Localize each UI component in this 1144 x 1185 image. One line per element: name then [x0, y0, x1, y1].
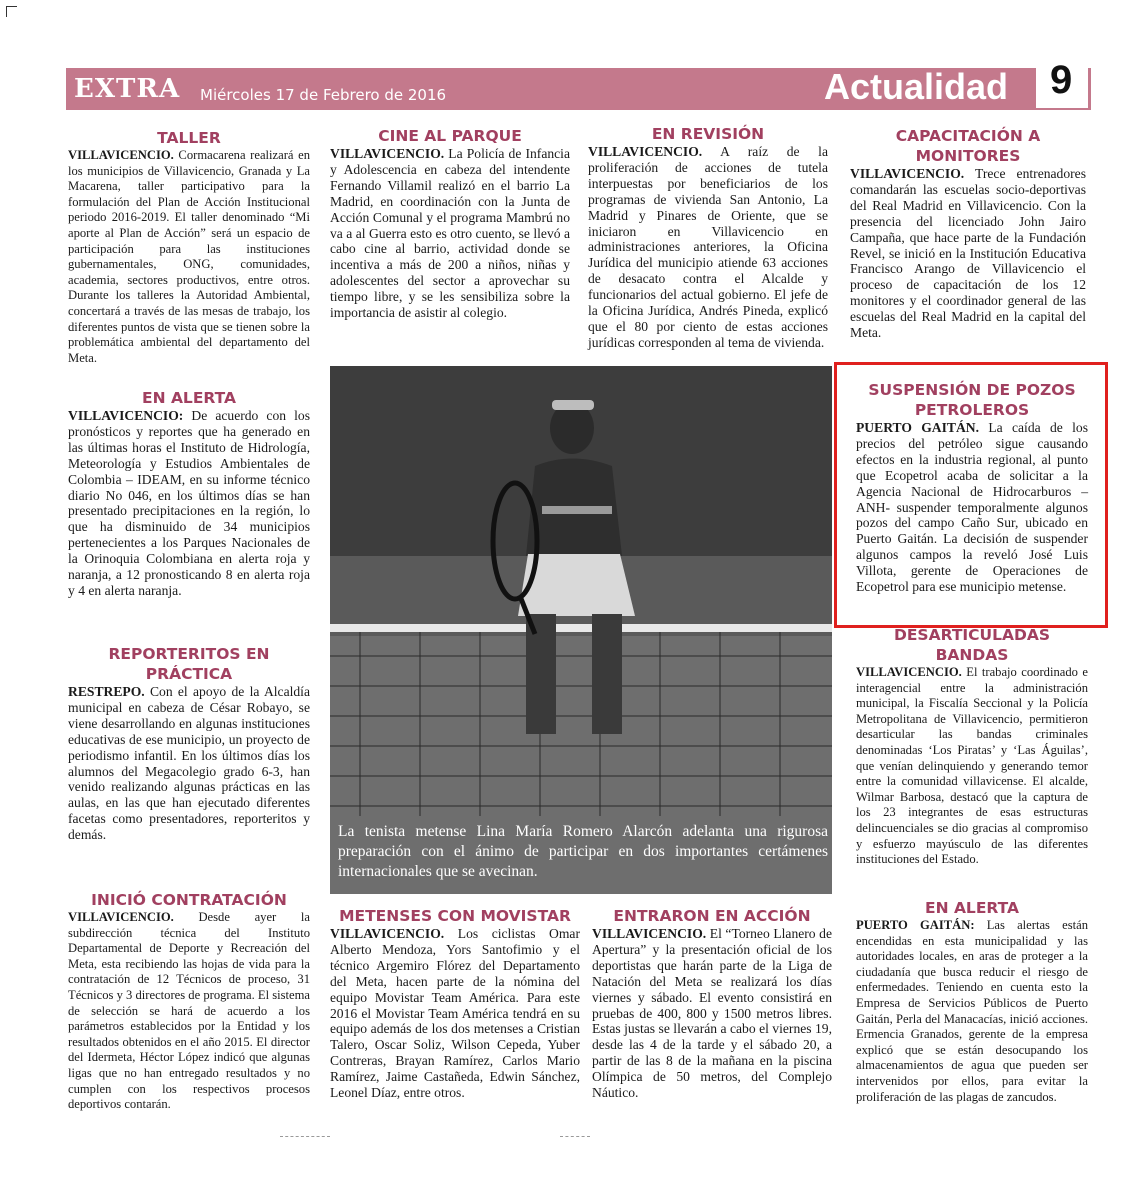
- article-capacitacion: [850, 126, 1086, 341]
- article-metenses-movistar: [330, 906, 580, 1101]
- article-desarticuladas-bandas: [856, 625, 1088, 868]
- article-title: EN ALERTA: [141, 389, 237, 407]
- newspaper-logo: EXTRA: [74, 74, 181, 104]
- article-body: VILLAVICENCIO. Desde ayer la subdirección técnica del Instituto Departamental de Deporte y Recreación del Meta, esta recibiendo las hojas de vida para la contratación de 12 Técnicos de proceso, 31 Técnicos y 3 directores de programa. El sistema de selección se hará de acuerdo a los parámetros establecidos por la Entidad y los resultados obtenidos en el año 2015. El director del Idermeta, Héctor López indicó que algunas ligas que no han entregado resultados y no cumplen con los respectivos procesos deportivos contarán.: [68, 910, 310, 1112]
- article-title: EN REVISIÓN: [651, 125, 765, 143]
- article-title: CAPACITACIÓN A MONITORES: [895, 127, 1041, 165]
- issue-date: Miércoles 17 de Febrero de 2016: [200, 86, 447, 104]
- article-reporteritos: [68, 644, 310, 843]
- article-title: EN ALERTA: [924, 899, 1020, 917]
- article-inicio-contratacion: [68, 890, 310, 1113]
- article-title: SUSPENSIÓN DE POZOS PETROLEROS: [868, 381, 1076, 419]
- divider: [280, 1136, 330, 1137]
- article-title: REPORTERITOS EN PRÁCTICA: [108, 645, 270, 683]
- section-title: Actualidad: [824, 66, 1009, 107]
- photo-caption: La tenista metense Lina María Romero Alarcón adelanta una rigurosa preparación con el ánimo de participar en dos importantes certámenes internacionales que se avecinan.: [338, 823, 828, 880]
- article-body: VILLAVICENCIO. El “Torneo Llanero de Apertura” y la presentación oficial de los deportistas que harán parte de la Liga de Natación del Meta se realizará los días viernes y sábado. El evento consistirá en pruebas de 400, 800 y 1500 metros libres. Estas justas se llevarán a cabo el viernes 19, desde las 4 de la tarde y el sábado 20, a partir de las 8 de la mañana en la piscina Olímpica de 50 metros, del Complejo Náutico.: [592, 926, 832, 1101]
- article-title: METENSES CON MOVISTAR: [339, 907, 571, 925]
- article-entraron-en-accion: [592, 906, 832, 1101]
- article-title: INICIÓ CONTRATACIÓN: [91, 891, 287, 909]
- article-title: TALLER: [157, 129, 221, 147]
- article-body: VILLAVICENCIO. Cormacarena realizará en los municipios de Villavicencio, Granada y La Macarena, taller participativo para la formulación del Plan de Acción Institucional periodo 2016-2019. El taller denominado “Mi aporte al Plan de Acción” será un espacio de participación para las instituciones gubernamentales, ONG, comunidades, academia, sectores productivos, entre otros. Durante los talleres la Autoridad Ambiental, concertará a través de las mesas de trabajo, los diferentes puntos de vista que se tienen sobre la problemática ambiental del departamento del Meta.: [68, 148, 310, 365]
- article-en-revision: [588, 124, 828, 351]
- article-taller: [68, 128, 310, 366]
- article-body: VILLAVICENCIO. Los ciclistas Omar Alberto Mendoza, Yors Santofimio y el técnico Argemiro Flórez del Departamento del Meta, hacen parte de la nómina del equipo Movistar Team América. Para este 2016 el Movistar Team América tendrá en su equipo además de los dos metenses a Cristian Talero, Oscar Soliz, Wilson Cepeda, Yuber Contreras, Brayan Ramírez, Carlos Mario Ramírez, Jaime Castañeda, Edwin Sánchez, Leonel Díaz, entre otros.: [330, 926, 580, 1101]
- article-title: DESARTICULADAS BANDAS: [893, 626, 1051, 664]
- article-title: CINE AL PARQUE: [378, 127, 522, 145]
- crop-mark: [6, 6, 17, 17]
- tennis-photo: [330, 366, 832, 894]
- article-body: VILLAVICENCIO: De acuerdo con los pronósticos y reportes que ha generado en las últimas horas el Instituto de Hidrología, Meteorología y Estudios Ambientales de Colombia – IDEAM, en su informe técnico diario No 046, en los últimos días se han presentado precipitaciones en la región, lo que ha disminuido de 34 municipios pertenecientes a los Parques Nacionales de la Orinoquia Colombiana en alerta roja y naranja, a 12 pronosticando 8 en alerta roja y 4 en alerta naranja.: [68, 408, 310, 598]
- article-body: VILLAVICENCIO. A raíz de la proliferación de acciones de tutela interpuestas por beneficiarios de los programas de vivienda San Antonio, La Madrid y Pinares de Oriente, que se iniciaron en Villavicencio en administraciones anteriores, la Oficina Jurídica del municipio atiende 63 acciones de desacato contra el Alcalde y funcionarios del actual gobierno. El jefe de la Oficina Jurídica, Andrés Pineda, explicó que el 80 por ciento de estas acciones jurídicas corresponden al tema de vivienda.: [588, 144, 828, 350]
- article-en-alerta-2: [856, 898, 1088, 1105]
- article-body: RESTREPO. Con el apoyo de la Alcaldía municipal en cabeza de César Robayo, se viene desarrollando en algunas instituciones educativas de ese municipio, un proyecto de periodismo infantil. En los últimos días los alumnos del Megacolegio grado 6-3, han venido realizando algunas prácticas en las aulas, en las que han ejecutado diferentes facetas como presentadores, reporteritos y demás.: [68, 684, 310, 843]
- article-body: PUERTO GAITÁN. La caída de los precios del petróleo sigue causando efectos en la industria regional, al punto que Ecopetrol acaba de solicitar a la Agencia Nacional de Hidrocarburos –ANH- suspender temporalmente algunos pozos del campo Caño Sur, ubicado en Puerto Gaitán. La decisión de suspender algunos campos la reveló José Luis Villota, gerente de Operaciones de Ecopetrol para ese municipio metense.: [856, 420, 1088, 595]
- article-title: ENTRARON EN ACCIÓN: [613, 907, 811, 925]
- article-en-alerta-1: [68, 388, 310, 599]
- article-suspension-pozos: [856, 380, 1088, 595]
- tennis-player-image: [330, 366, 832, 894]
- divider: [560, 1136, 590, 1137]
- page-number: 9: [1050, 58, 1073, 102]
- article-body: VILLAVICENCIO. El trabajo coordinado e interagencial entre la administración municipal, la Fiscalía Seccional y la Policía Metropolitana de Villavicencio, permitieron desarticular las bandas criminales denominadas ‘Los Piratas’ y ‘Las Águilas’, que venían delinquiendo y generando temor entre la comunidad villavicense. El alcalde, Wilmar Barbosa, destacó que la captura de los 23 integrantes de esas estructuras delincuenciales se dio gracias al compromiso y esfuerzo mayúsculo de las diferentes instituciones del Estado.: [856, 665, 1088, 867]
- article-body: VILLAVICENCIO. La Policía de Infancia y Adolescencia en cabeza del intendente Fernando Villamil realizó en el barrio La Madrid, en coordinación con la Junta de Acción Comunal y el programa Mambrú no va a al Guerra esto es otro cuento, se llevó a cabo cine al barrio, actividad donde se incentiva a más de 200 a niños, niñas y adolescentes del sector a aprovechar su tiempo libre, y se les sensibiliza sobre la importancia de asistir al colegio.: [330, 146, 570, 321]
- article-body: PUERTO GAITÁN: Las alertas están encendidas en esta municipalidad y las autoridades locales, en aras de proteger a la ciudadanía que busca reducir el riesgo de enfermedades. Teniendo en cuenta esto la Empresa de Servicios Públicos de Puerto Gaitán, Perla del Manacacías, inició acciones. Ermencia Granados, gerente de la empresa explicó que se están desocupando los almacenamientos de agua que pueden ser intervenidos por ellos, para evitar la proliferación de las plagas de zancudos.: [856, 918, 1088, 1104]
- article-cine-al-parque: [330, 126, 570, 321]
- article-body: VILLAVICENCIO. Trece entrenadores comandarán las escuelas socio-deportivas del Real Madrid en Villavicencio. Con la presencia del licenciado John Jairo Campaña, que hace parte de la Fundación Revel, se inició en la Institución Educativa Francisco Arango de Villavicencio el proceso de capacitación de los 12 monitores y el coordinador general de las escuelas del Real Madrid en la capital del Meta.: [850, 166, 1086, 341]
